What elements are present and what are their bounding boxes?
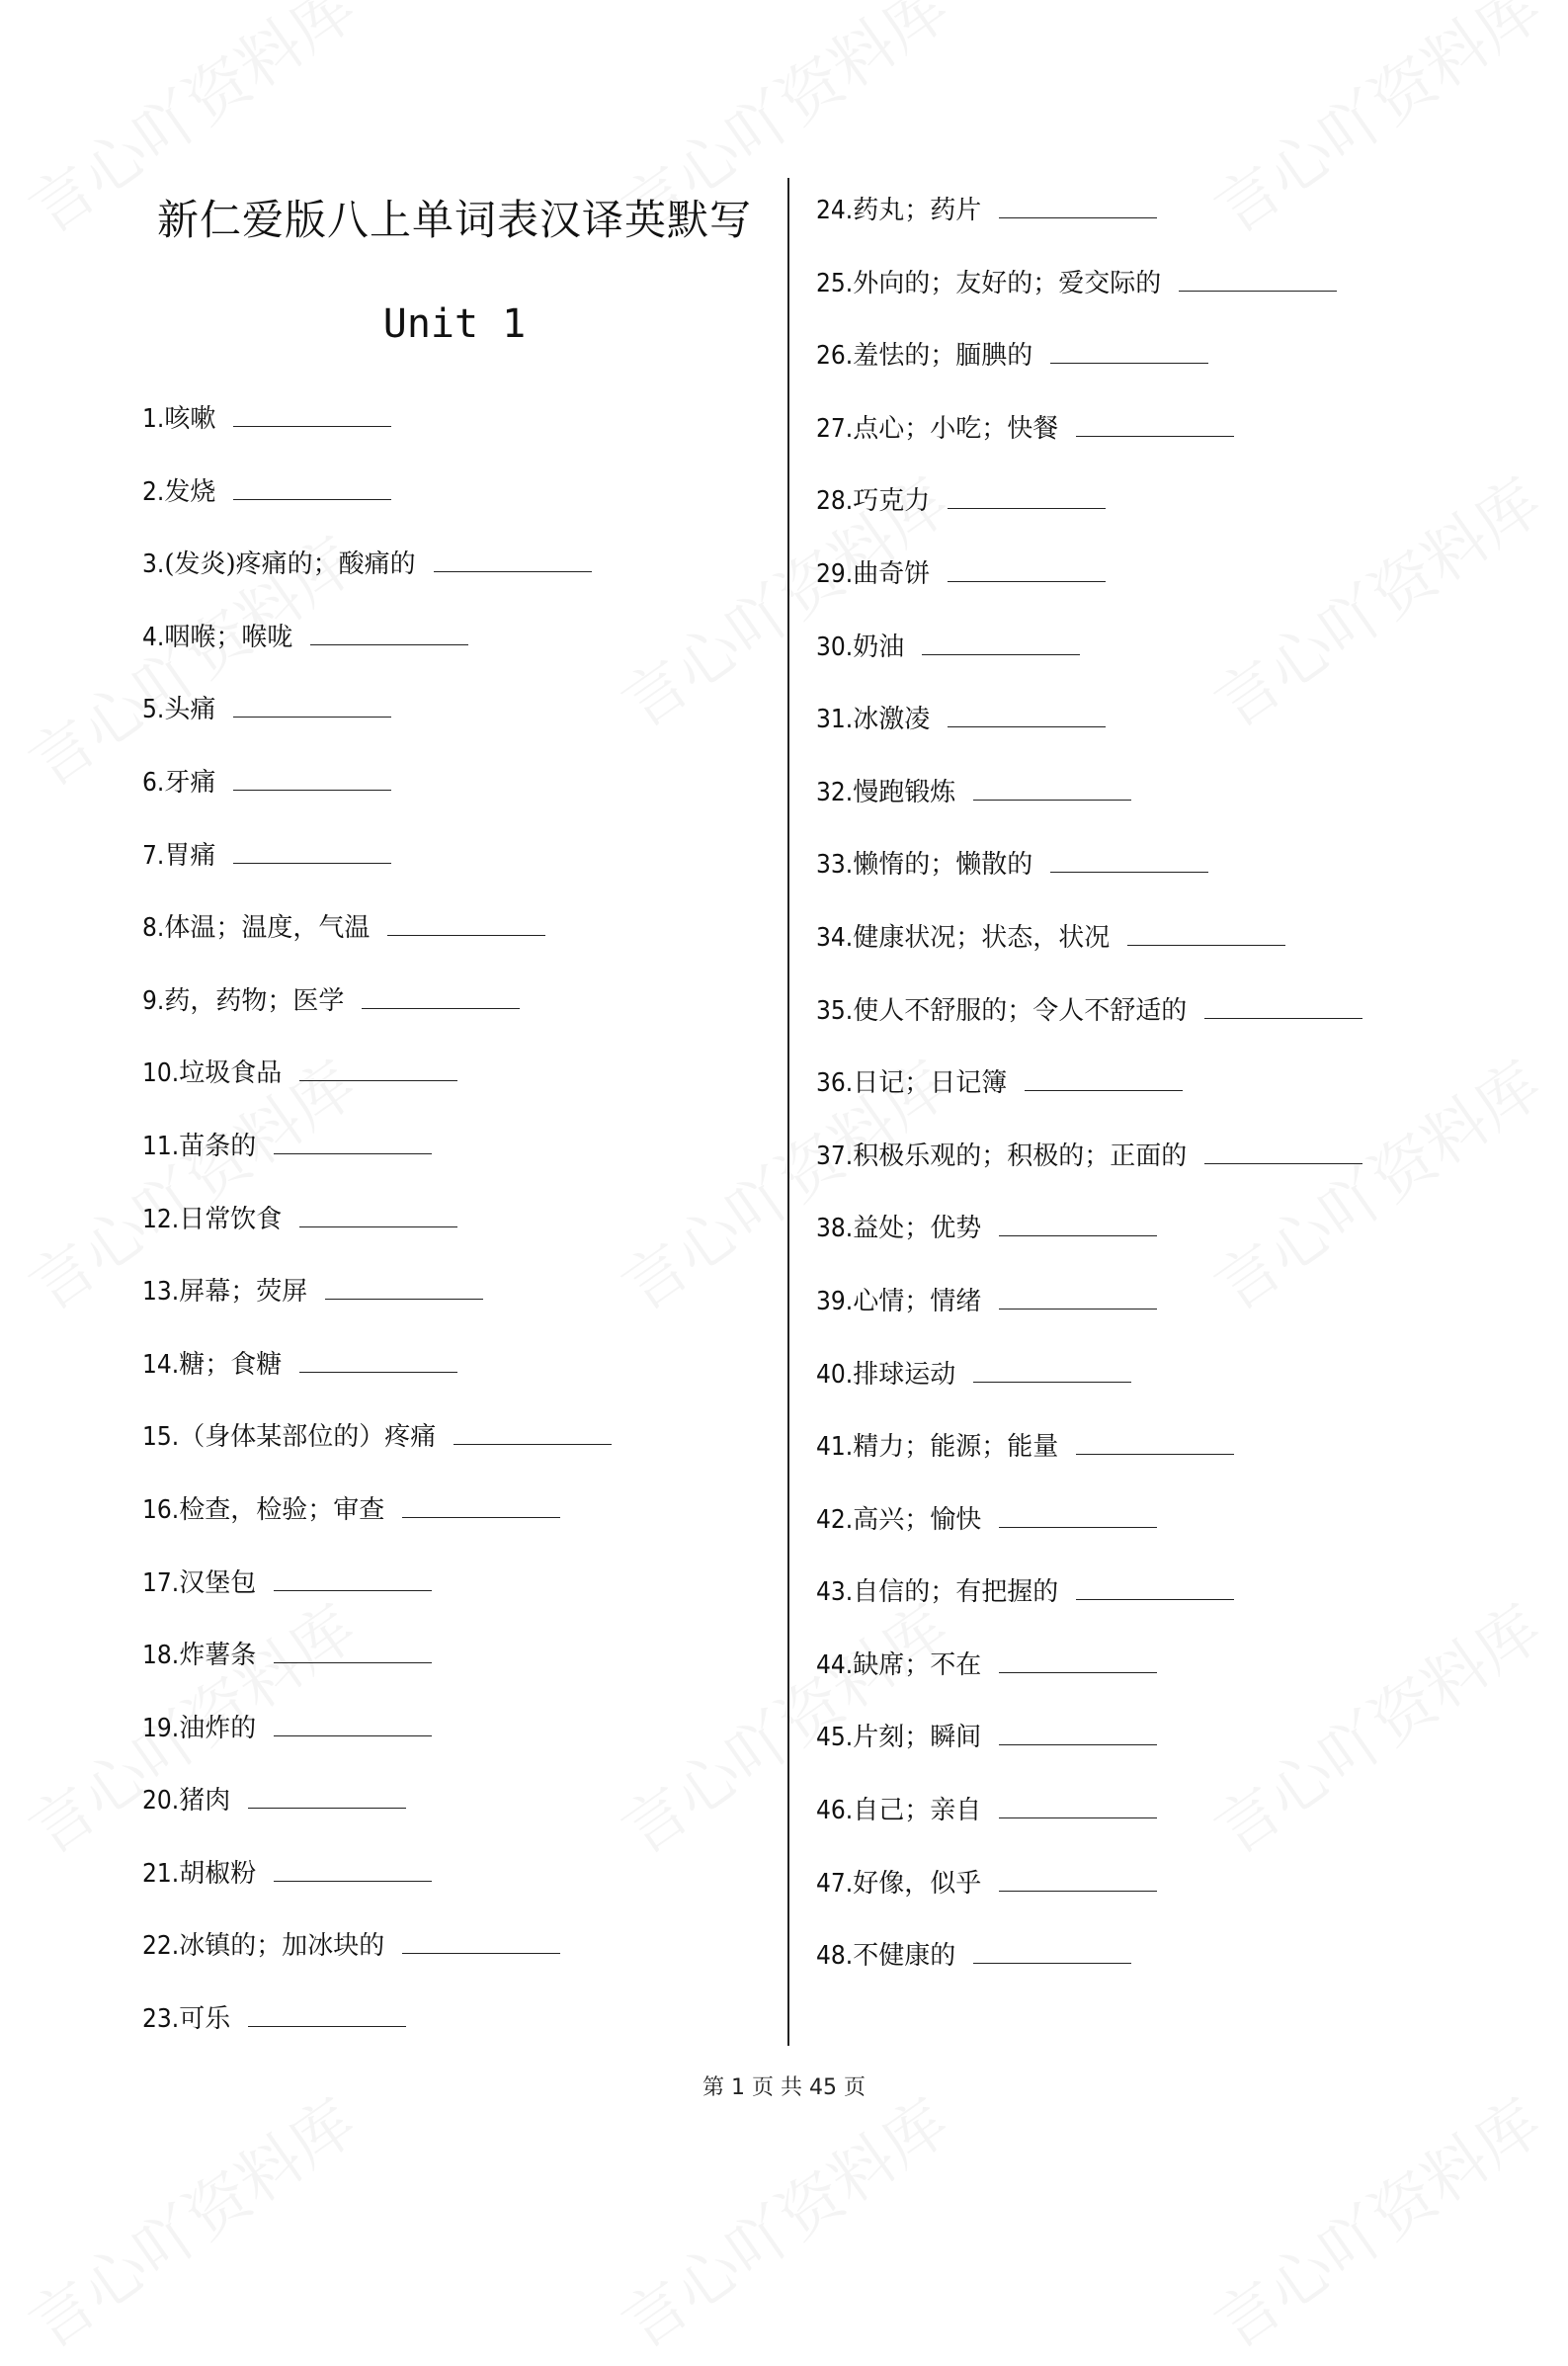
item-number: 41. [816, 1432, 854, 1463]
answer-blank[interactable] [1204, 1138, 1362, 1164]
item-chinese: 益处；优势 [853, 1214, 982, 1244]
item-chinese: 头痛 [164, 695, 216, 725]
answer-blank[interactable] [1050, 846, 1208, 873]
item-chinese: 体温；温度，气温 [164, 913, 371, 944]
watermark-text [601, 2073, 963, 2366]
item-chinese: 慢跑锻炼 [853, 777, 956, 807]
item-chinese: 油炸的 [179, 1713, 257, 1743]
item-number: 29. [816, 558, 854, 589]
item-chinese: 牙痛 [164, 767, 216, 798]
item-number: 20. [142, 1786, 180, 1817]
vocab-item [142, 982, 612, 1056]
vocab-item [142, 1782, 612, 1855]
item-chinese: 药，药物；医学 [164, 985, 345, 1016]
item-chinese: 不健康的 [853, 1941, 956, 1972]
item-number: 42. [816, 1504, 854, 1535]
answer-blank[interactable] [1025, 1064, 1183, 1091]
answer-blank[interactable] [402, 1927, 560, 1954]
vocab-item [142, 619, 612, 692]
item-chinese: 猪肉 [179, 1786, 231, 1817]
vocab-item [142, 400, 612, 473]
page-footer: 第 1 页 共 45 页 [702, 2075, 866, 2100]
item-number: 19. [142, 1713, 180, 1743]
answer-blank[interactable] [999, 1719, 1157, 1745]
answer-blank[interactable] [233, 837, 391, 864]
item-chinese: 外向的；友好的；爱交际的 [853, 268, 1162, 298]
item-chinese: （身体某部位的）疼痛 [179, 1422, 437, 1453]
answer-blank[interactable] [1050, 337, 1208, 364]
item-chinese: 使人不舒服的；令人不舒适的 [853, 995, 1188, 1026]
item-number: 45. [816, 1723, 854, 1753]
answer-blank[interactable] [233, 764, 391, 791]
vocab-item [142, 1491, 612, 1564]
vocab-item [816, 1428, 1362, 1501]
item-chinese: 胡椒粉 [179, 1858, 257, 1889]
item-chinese: 自己；亲自 [853, 1796, 982, 1826]
vocab-item [816, 774, 1362, 847]
answer-blank[interactable] [1076, 410, 1234, 437]
item-chinese: 积极乐观的；积极的；正面的 [853, 1141, 1188, 1171]
answer-blank[interactable] [248, 1782, 406, 1809]
item-chinese: 日记；日记簿 [853, 1068, 1008, 1099]
item-number: 16. [142, 1494, 180, 1525]
item-number: 40. [816, 1359, 854, 1390]
answer-blank[interactable] [1127, 919, 1285, 946]
item-number: 25. [816, 268, 854, 298]
answer-blank[interactable] [402, 1491, 560, 1518]
item-chinese: 日常饮食 [179, 1204, 283, 1234]
answer-blank[interactable] [299, 1055, 457, 1081]
watermark-text [8, 2073, 371, 2366]
answer-blank[interactable] [948, 701, 1106, 727]
item-number: 1. [142, 404, 165, 434]
item-chinese: 点心；小吃；快餐 [853, 413, 1059, 444]
item-number: 17. [142, 1567, 180, 1598]
vocab-item [816, 192, 1362, 265]
item-chinese: 垃圾食品 [179, 1058, 283, 1089]
item-chinese: 巧克力 [853, 486, 931, 517]
item-number: 2. [142, 476, 165, 507]
answer-blank[interactable] [454, 1418, 612, 1445]
vocab-item [816, 1064, 1362, 1138]
item-number: 37. [816, 1141, 854, 1171]
item-number: 32. [816, 777, 854, 807]
answer-blank[interactable] [1179, 265, 1337, 292]
item-chinese: 奶油 [853, 632, 905, 662]
vocab-item [142, 1128, 612, 1201]
answer-blank[interactable] [999, 1210, 1157, 1236]
answer-blank[interactable] [999, 1647, 1157, 1673]
vocab-item [816, 919, 1362, 992]
item-chinese: 可乐 [179, 2004, 231, 2035]
answer-blank[interactable] [973, 1356, 1131, 1383]
item-chinese: 炸薯条 [179, 1641, 257, 1671]
answer-blank[interactable] [233, 400, 391, 427]
answer-blank[interactable] [274, 1855, 432, 1882]
item-chinese: 精力；能源；能量 [853, 1432, 1059, 1463]
item-chinese: (发炎)疼痛的；酸痛的 [164, 549, 416, 580]
item-number: 35. [816, 995, 854, 1026]
answer-blank[interactable] [999, 1865, 1157, 1892]
item-number: 33. [816, 850, 854, 881]
vocab-item [142, 909, 612, 982]
vocab-item [816, 555, 1362, 629]
vocab-item [816, 1719, 1362, 1792]
item-chinese: 排球运动 [853, 1359, 956, 1390]
vocab-item [816, 410, 1362, 483]
vocab-item [816, 1792, 1362, 1865]
vocab-item [142, 837, 612, 910]
item-chinese: 缺席；不在 [853, 1649, 982, 1680]
answer-blank[interactable] [233, 473, 391, 500]
item-chinese: 汉堡包 [179, 1567, 257, 1598]
answer-blank[interactable] [973, 774, 1131, 801]
item-chinese: 片刻；瞬间 [853, 1723, 982, 1753]
vocab-item [816, 1138, 1362, 1211]
vocab-item [142, 764, 612, 837]
vocab-item [142, 1201, 612, 1274]
answer-blank[interactable] [434, 546, 592, 572]
answer-blank[interactable] [325, 1273, 483, 1300]
vocab-item [142, 1418, 612, 1491]
item-chinese: 健康状况；状态，状况 [853, 922, 1111, 953]
item-number: 15. [142, 1422, 180, 1453]
right-column [816, 192, 1362, 2010]
item-chinese: 检查，检验；审查 [179, 1494, 385, 1525]
answer-blank[interactable] [1204, 992, 1362, 1019]
vocab-item [816, 1283, 1362, 1356]
item-number: 34. [816, 922, 854, 953]
answer-blank[interactable] [299, 1346, 457, 1373]
item-number: 21. [142, 1858, 180, 1889]
item-chinese: 懒惰的；懒散的 [853, 850, 1033, 881]
vocab-item [142, 1710, 612, 1783]
vocab-item [816, 992, 1362, 1065]
answer-blank[interactable] [274, 1710, 432, 1736]
item-chinese: 高兴；愉快 [853, 1504, 982, 1535]
column-divider [787, 178, 789, 2046]
vocab-item [816, 701, 1362, 774]
item-number: 6. [142, 767, 165, 798]
item-number: 43. [816, 1577, 854, 1608]
vocab-item [816, 265, 1362, 338]
vocab-item [816, 1210, 1362, 1283]
item-number: 28. [816, 486, 854, 517]
answer-blank[interactable] [274, 1637, 432, 1663]
item-chinese: 自信的；有把握的 [853, 1577, 1059, 1608]
vocab-item [816, 629, 1362, 702]
item-number: 23. [142, 2004, 180, 2035]
item-number: 9. [142, 985, 165, 1016]
vocab-item [816, 846, 1362, 919]
answer-blank[interactable] [387, 909, 545, 936]
item-number: 8. [142, 913, 165, 944]
answer-blank[interactable] [1076, 1428, 1234, 1455]
answer-blank[interactable] [973, 1937, 1131, 1964]
vocab-item [816, 1356, 1362, 1429]
answer-blank[interactable] [922, 629, 1080, 655]
item-number: 47. [816, 1868, 854, 1899]
vocab-item [816, 1937, 1362, 2010]
answer-blank[interactable] [948, 482, 1106, 509]
answer-blank[interactable] [310, 619, 468, 645]
item-chinese: 胃痛 [164, 840, 216, 871]
item-chinese: 屏幕；荧屏 [179, 1277, 308, 1308]
answer-blank[interactable] [999, 1792, 1157, 1818]
item-number: 39. [816, 1286, 854, 1316]
item-chinese: 好像，似乎 [853, 1868, 982, 1899]
item-number: 24. [816, 196, 854, 225]
answer-blank[interactable] [999, 1501, 1157, 1528]
item-number: 13. [142, 1277, 180, 1308]
vocab-item [142, 1564, 612, 1638]
item-chinese: 咽喉；喉咙 [164, 622, 293, 652]
answer-blank[interactable] [274, 1564, 432, 1591]
answer-blank[interactable] [233, 691, 391, 718]
item-number: 44. [816, 1649, 854, 1680]
item-number: 46. [816, 1796, 854, 1826]
answer-blank[interactable] [948, 555, 1106, 582]
vocab-item [142, 691, 612, 764]
item-number: 7. [142, 840, 165, 871]
watermark-text [1194, 2073, 1556, 2366]
item-number: 26. [816, 341, 854, 372]
item-chinese: 曲奇饼 [853, 558, 931, 589]
item-number: 12. [142, 1204, 180, 1234]
vocab-item [142, 473, 612, 547]
vocab-item [816, 1573, 1362, 1647]
vocab-item [142, 1855, 612, 1928]
item-number: 5. [142, 695, 165, 725]
item-number: 18. [142, 1641, 180, 1671]
item-chinese: 咳嗽 [164, 404, 216, 434]
vocab-item [142, 1273, 612, 1346]
unit-heading: Unit 1 [382, 301, 527, 347]
item-chinese: 苗条的 [179, 1131, 257, 1161]
item-number: 22. [142, 1931, 180, 1962]
item-chinese: 羞怯的；腼腆的 [853, 341, 1033, 372]
left-column [142, 400, 612, 2073]
item-chinese: 发烧 [164, 476, 216, 507]
item-number: 14. [142, 1349, 180, 1380]
item-chinese: 药丸；药片 [853, 196, 982, 225]
page-title: 新仁爱版八上单词表汉译英默写 [156, 196, 752, 244]
item-number: 27. [816, 413, 854, 444]
item-number: 4. [142, 622, 165, 652]
vocab-item [142, 1346, 612, 1419]
item-chinese: 冰镇的；加冰块的 [179, 1931, 385, 1962]
vocab-item [142, 1927, 612, 2000]
item-chinese: 冰激凌 [853, 705, 931, 735]
answer-blank[interactable] [248, 2000, 406, 2027]
vocab-item [816, 1865, 1362, 1938]
item-number: 10. [142, 1058, 180, 1089]
answer-blank[interactable] [999, 1283, 1157, 1310]
vocab-item [816, 1501, 1362, 1574]
vocab-item [142, 1637, 612, 1710]
vocab-item [816, 482, 1362, 555]
vocab-item [142, 1055, 612, 1128]
vocab-item [142, 546, 612, 619]
item-number: 38. [816, 1214, 854, 1244]
vocab-item [816, 1647, 1362, 1720]
answer-blank[interactable] [299, 1201, 457, 1227]
item-number: 48. [816, 1941, 854, 1972]
item-number: 11. [142, 1131, 180, 1161]
vocab-item [142, 2000, 612, 2073]
item-number: 36. [816, 1068, 854, 1099]
item-number: 30. [816, 632, 854, 662]
answer-blank[interactable] [362, 982, 520, 1009]
answer-blank[interactable] [1076, 1573, 1234, 1600]
answer-blank[interactable] [999, 192, 1157, 218]
answer-blank[interactable] [274, 1128, 432, 1154]
item-number: 3. [142, 549, 165, 580]
vocab-item [816, 337, 1362, 410]
item-chinese: 糖；食糖 [179, 1349, 283, 1380]
item-chinese: 心情；情绪 [853, 1286, 982, 1316]
item-number: 31. [816, 705, 854, 735]
